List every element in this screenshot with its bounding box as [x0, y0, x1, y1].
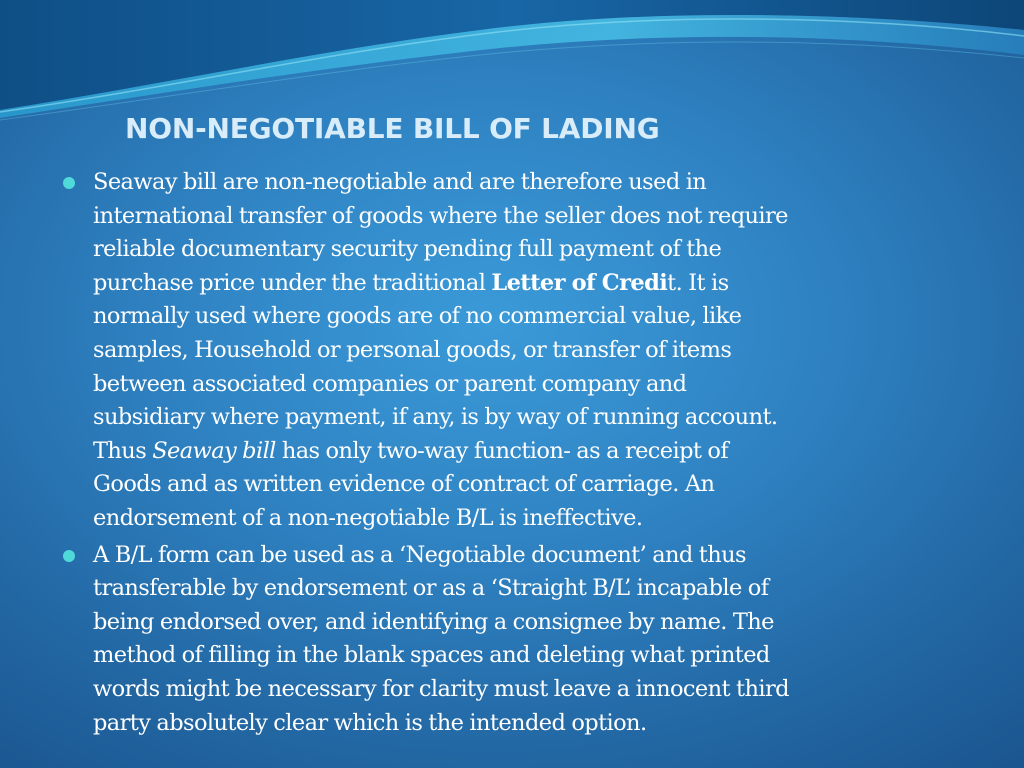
text-line: between associated companies or parent company and: [93, 370, 687, 397]
text-segment: has only two-way function- as a receipt of: [275, 437, 729, 464]
text-segment: Thus: [93, 437, 153, 464]
decorative-wave-header: [0, 0, 1024, 130]
text-line: normally used where goods are of no commercial value, like: [93, 303, 742, 330]
bullet-list: [60, 166, 960, 743]
text-line: international transfer of goods where the seller does not require: [93, 202, 788, 229]
text-line: words might be necessary for clarity must leave a innocent third: [93, 675, 789, 702]
italic-phrase: Seaway bill: [152, 437, 276, 464]
bold-phrase: Letter of Credi: [491, 269, 668, 296]
text-line: endorsement of a non-negotiable B/L is ineffective.: [93, 504, 643, 531]
text-line: samples, Household or personal goods, or transfer of items: [93, 336, 732, 363]
slide-title: NON-NEGOTIABLE BILL OF LADING: [125, 112, 660, 145]
text-line: Goods and as written evidence of contract of carriage. An: [93, 471, 715, 498]
text-line: A B/L form can be used as a ‘Negotiable document’ and thus: [93, 541, 746, 568]
text-line: Seaway bill are non-negotiable and are therefore used in: [93, 169, 707, 195]
text-line: reliable documentary security pending full payment of the: [93, 236, 722, 263]
text-line: subsidiary where payment, if any, is by way of running account.: [93, 404, 778, 431]
text-segment: t. It is: [667, 269, 729, 296]
bullet-item-seaway-bill: [60, 166, 960, 536]
text-segment: purchase price under the traditional: [93, 269, 492, 296]
text-line: party absolutely clear which is the intended option.: [93, 709, 647, 736]
bullet-dot-icon: [63, 177, 75, 189]
text-line-with-italic: [93, 435, 960, 469]
text-line-with-bold: [93, 267, 960, 301]
text-line: being endorsed over, and identifying a consignee by name. The: [93, 608, 774, 635]
text-line: method of filling in the blank spaces and deleting what printed: [93, 642, 770, 669]
text-line: transferable by endorsement or as a ‘Straight B/L’ incapable of: [93, 575, 769, 602]
bullet-item-bl-form: [60, 539, 960, 741]
bullet-dot-icon: [63, 550, 75, 562]
